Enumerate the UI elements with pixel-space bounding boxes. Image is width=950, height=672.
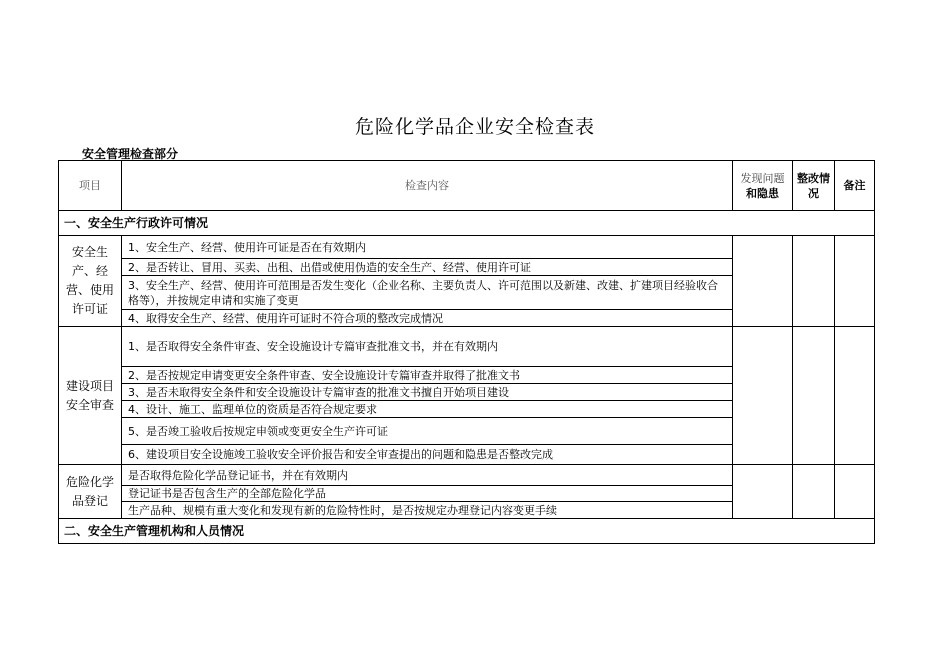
category-cell: 安全生产、经营、使用许可证 bbox=[59, 236, 122, 327]
table-row bbox=[59, 327, 875, 367]
header-remarks: 备注 bbox=[835, 161, 875, 211]
rectification-cell bbox=[793, 236, 835, 327]
check-item: 4、设计、施工、监理单位的资质是否符合规定要求 bbox=[122, 401, 733, 418]
check-item: 1、安全生产、经营、使用许可证是否在有效期内 bbox=[122, 236, 733, 259]
header-found-line1: 发现问题 bbox=[740, 171, 785, 185]
category-cell: 危险化学品登记 bbox=[59, 465, 122, 519]
check-item: 登记证书是否包含生产的全部危险化学品 bbox=[122, 486, 733, 502]
found-issues-cell bbox=[733, 236, 793, 327]
check-item: 2、是否按规定申请变更安全条件审查、安全设施设计专篇审查并取得了批准文书 bbox=[122, 367, 733, 384]
section-row bbox=[59, 211, 875, 236]
section-row bbox=[59, 519, 875, 544]
header-item: 项目 bbox=[59, 161, 122, 211]
header-found-issues bbox=[733, 161, 793, 211]
found-issues-cell bbox=[733, 327, 793, 465]
check-item: 3、是否未取得安全条件和安全设施设计专篇审查的批准文书擅自开始项目建设 bbox=[122, 384, 733, 401]
document-title: 危险化学品企业安全检查表 bbox=[354, 116, 595, 138]
table-header-row bbox=[59, 161, 875, 211]
remarks-cell bbox=[835, 327, 875, 465]
check-item: 3、安全生产、经营、使用许可范围是否发生变化（企业名称、主要负责人、许可范围以及新建、改建、扩建项目经验收合格等），并按规定申请和实施了变更 bbox=[122, 276, 733, 310]
section-title: 一、安全生产行政许可情况 bbox=[59, 211, 875, 236]
section-title: 二、安全生产管理机构和人员情况 bbox=[59, 519, 875, 544]
header-content: 检查内容 bbox=[122, 161, 733, 211]
rectification-cell bbox=[793, 327, 835, 465]
check-item: 生产品种、规模有重大变化和发现有新的危险特性时，是否按规定办理登记内容变更手续 bbox=[122, 502, 733, 519]
rectification-cell bbox=[793, 465, 835, 519]
table-row bbox=[59, 465, 875, 486]
header-found-line2: 和隐患 bbox=[746, 186, 779, 200]
table-row bbox=[59, 236, 875, 259]
header-rectification: 整改情况 bbox=[793, 161, 835, 211]
check-item: 4、取得安全生产、经营、使用许可证时不符合项的整改完成情况 bbox=[122, 310, 733, 327]
remarks-cell bbox=[835, 236, 875, 327]
check-item: 是否取得危险化学品登记证书，并在有效期内 bbox=[122, 465, 733, 486]
check-item: 5、是否竣工验收后按规定申领或变更安全生产许可证 bbox=[122, 418, 733, 445]
check-item: 1、是否取得安全条件审查、安全设施设计专篇审查批准文书，并在有效期内 bbox=[122, 327, 733, 367]
check-item: 2、是否转让、冒用、买卖、出租、出借或使用伪造的安全生产、经营、使用许可证 bbox=[122, 259, 733, 276]
found-issues-cell bbox=[733, 465, 793, 519]
remarks-cell bbox=[835, 465, 875, 519]
document-subtitle: 安全管理检查部分 bbox=[82, 147, 179, 161]
category-cell: 建设项目安全审查 bbox=[59, 327, 122, 465]
check-item: 6、建设项目安全设施竣工验收安全评价报告和安全审查提出的问题和隐患是否整改完成 bbox=[122, 445, 733, 465]
inspection-table bbox=[58, 160, 875, 544]
